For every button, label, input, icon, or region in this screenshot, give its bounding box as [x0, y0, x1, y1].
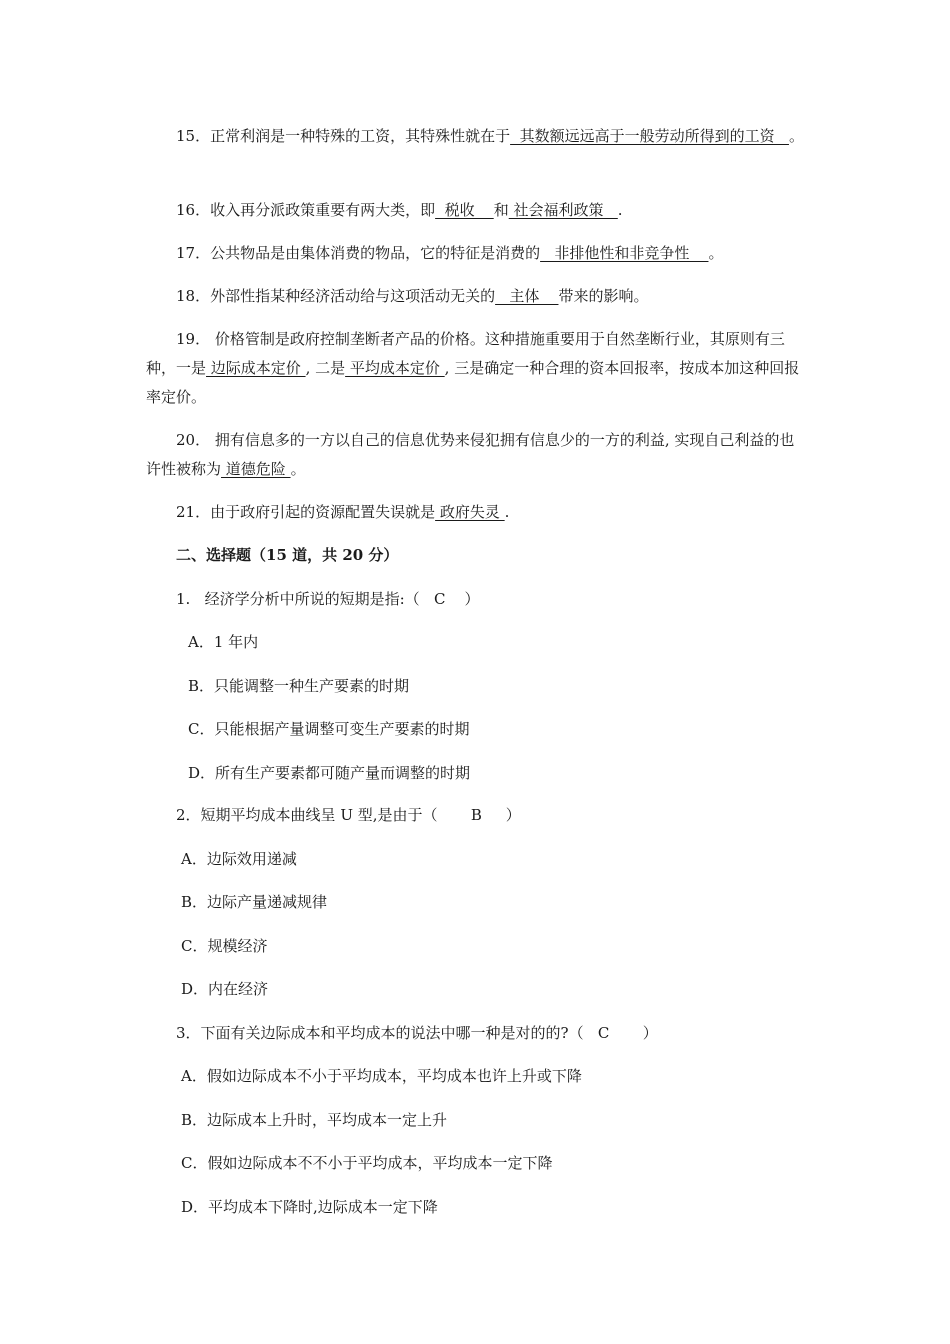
mc-option: C．假如边际成本不不小于平均成本，平均成本一定下降: [181, 1154, 553, 1172]
question-text: 和: [493, 201, 509, 219]
fill-question-21: [146, 498, 808, 527]
answer-blank: 边际成本定价: [206, 359, 306, 377]
question-text: 18．外部性指某种经济活动给与这项活动无关的: [176, 287, 496, 305]
question-text: 21．由于政府引起的资源配置失误就是: [176, 503, 436, 521]
question-text: 带来的影响。: [558, 287, 649, 305]
fill-question-18: [146, 282, 808, 311]
mc-question-stem: 1. 经济学分析中所说的短期是指:（ C ）: [176, 590, 480, 608]
section-heading: 二、选择题（15 道，共 20 分）: [176, 546, 399, 564]
fill-question-17: [146, 239, 808, 268]
fill-question-15: [146, 122, 808, 151]
fill-question-20: [146, 426, 808, 484]
question-text: .: [617, 201, 623, 219]
answer-blank: 政府失灵: [435, 503, 505, 521]
question-text: 19． 价格管制是政府控制垄断者产品的价格。这种措施重要用于自然垄断行业，其原则有三种，一是: [146, 330, 785, 377]
mc-option: C．规模经济: [181, 937, 268, 955]
question-text: , 二是: [305, 359, 346, 377]
mc-question-stem: 2．短期平均成本曲线呈 U 型,是由于（ B ）: [176, 806, 521, 824]
mc-option: D．所有生产要素都可随产量而调整的时期: [188, 764, 471, 782]
question-text: 。: [290, 460, 306, 478]
fill-question-19: [146, 325, 808, 412]
question-text: .: [504, 503, 510, 521]
answer-blank: 的工资: [729, 127, 789, 145]
mc-option: B．只能调整一种生产要素的时期: [188, 677, 410, 695]
answer-blank: 平均成本定价: [345, 359, 445, 377]
question-text: 16．收入再分派政策重要有两大类，即: [176, 201, 436, 219]
mc-option: D．内在经济: [181, 980, 269, 998]
mc-option: B．边际产量递减规律: [181, 893, 328, 911]
question-text: 20． 拥有信息多的一方以自己的信息优势来侵犯拥有信息少的一方的利益, 实现自己利益的也许性被称为: [146, 431, 795, 478]
mc-question-stem: 3．下面有关边际成本和平均成本的说法中哪一种是对的的?（ C ）: [176, 1024, 658, 1042]
answer-blank: 税收: [435, 201, 494, 219]
answer-blank: 社会福利政策: [508, 201, 618, 219]
question-text: 17．公共物品是由集体消费的物品，它的特征是消费的: [176, 244, 541, 262]
mc-option: C．只能根据产量调整可变生产要素的时期: [188, 720, 470, 738]
mc-option: D．平均成本下降时,边际成本一定下降: [181, 1198, 438, 1216]
mc-option: A．边际效用递减: [181, 850, 297, 868]
answer-blank: 非排他性和非竞争性: [540, 244, 709, 262]
question-text: , 三是确定一种合理的资本回报率，按成本加这种回报率定价。: [146, 359, 800, 406]
answer-blank: 主体: [495, 287, 559, 305]
question-text: 。: [708, 244, 724, 262]
mc-option: B．边际成本上升时，平均成本一定上升: [181, 1111, 448, 1129]
mc-option: A．1 年内: [188, 633, 259, 651]
question-text: 。: [788, 127, 804, 145]
fill-question-16: [146, 196, 808, 225]
answer-blank: 其数额远远高于一般劳动所得到: [510, 127, 730, 145]
mc-option: A．假如边际成本不小于平均成本，平均成本也许上升或下降: [181, 1067, 582, 1085]
answer-blank: 道德危险: [221, 460, 291, 478]
question-text: 15．正常利润是一种特殊的工资，其特殊性就在于: [176, 127, 511, 145]
